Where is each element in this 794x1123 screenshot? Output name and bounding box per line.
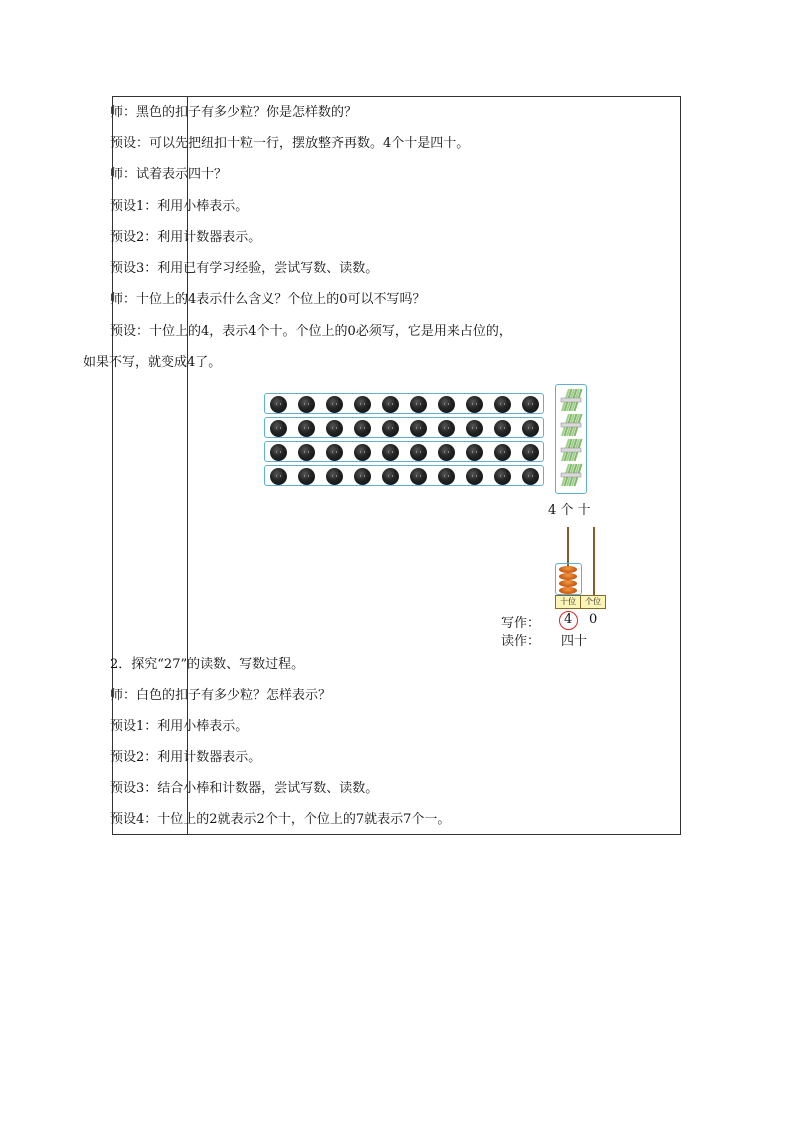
- black-button: [438, 396, 455, 413]
- black-button: [522, 396, 539, 413]
- black-button: [410, 468, 427, 485]
- black-button: [382, 444, 399, 461]
- black-button: [494, 444, 511, 461]
- button-row: [264, 393, 544, 414]
- black-button: [494, 468, 511, 485]
- black-button: [466, 396, 483, 413]
- black-button: [522, 468, 539, 485]
- black-button: [466, 468, 483, 485]
- black-button: [298, 444, 315, 461]
- button-row: [264, 465, 544, 486]
- ones-place-label: 个位: [580, 595, 606, 609]
- black-button: [354, 396, 371, 413]
- black-button: [522, 444, 539, 461]
- text-line: 师：黑色的扣子有多少粒？你是怎样数的？: [110, 105, 358, 120]
- text-line: 预设1：利用小棒表示。: [110, 199, 249, 214]
- tens-place-label: 十位: [555, 595, 581, 609]
- black-button: [410, 396, 427, 413]
- black-button: [270, 420, 287, 437]
- black-button: [298, 420, 315, 437]
- text-line: 预设：十位上的4，表示4个十。个位上的0必须写，它是用来占位的，: [110, 324, 512, 339]
- text-line: 预设3：结合小棒和计数器，尝试写数、读数。: [110, 781, 379, 796]
- black-button: [410, 444, 427, 461]
- black-button: [270, 444, 287, 461]
- read-value: 四十: [561, 634, 588, 649]
- black-button: [270, 468, 287, 485]
- text-line: 师：十位上的4表示什么含义？个位上的0可以不写吗？: [110, 292, 426, 307]
- text-line: 预设4：十位上的2就表示2个十，个位上的7就表示7个一。: [110, 812, 451, 827]
- black-button: [438, 420, 455, 437]
- text-line: 预设2：利用计数器表示。: [110, 750, 262, 765]
- abacus-bead: [559, 587, 577, 594]
- black-button: [354, 420, 371, 437]
- black-button: [466, 444, 483, 461]
- black-button: [382, 396, 399, 413]
- read-label: 读作：: [501, 634, 541, 649]
- text-line: 师：白色的扣子有多少粒？怎样表示？: [110, 688, 332, 703]
- tens-digit: 4: [564, 612, 573, 627]
- black-button: [354, 468, 371, 485]
- text-line: 预设1：利用小棒表示。: [110, 719, 249, 734]
- abacus-bead: [559, 573, 577, 580]
- text-line: 预设3：利用已有学习经验，尝试写数、读数。: [110, 261, 379, 276]
- button-row: [264, 417, 544, 438]
- abacus-rod-ones: [593, 527, 595, 595]
- black-button: [298, 468, 315, 485]
- text-line: 预设2：利用计数器表示。: [110, 230, 262, 245]
- ones-digit: 0: [589, 612, 598, 627]
- black-button: [326, 420, 343, 437]
- black-button: [410, 420, 427, 437]
- abacus-bead: [559, 566, 577, 573]
- black-button: [438, 444, 455, 461]
- stick-bundles-icon: [556, 385, 586, 493]
- bundle-caption: 4 个 十: [548, 503, 591, 518]
- black-button: [270, 396, 287, 413]
- black-button: [466, 420, 483, 437]
- black-button: [494, 420, 511, 437]
- black-button: [326, 468, 343, 485]
- black-button: [298, 396, 315, 413]
- black-button: [494, 396, 511, 413]
- black-button: [438, 468, 455, 485]
- black-button: [354, 444, 371, 461]
- black-button: [382, 468, 399, 485]
- black-button: [326, 396, 343, 413]
- black-button: [522, 420, 539, 437]
- text-line: 如果不写，就变成4了。: [83, 355, 222, 370]
- stick-bundles-box: [555, 384, 587, 494]
- text-line: 师：试着表示四十？: [110, 167, 228, 182]
- abacus-bead: [559, 580, 577, 587]
- black-button: [382, 420, 399, 437]
- button-row: [264, 441, 544, 462]
- text-line: 2．探究“27”的读数、写数过程。: [110, 657, 305, 672]
- black-button: [326, 444, 343, 461]
- write-label: 写作：: [501, 616, 541, 631]
- text-line: 预设：可以先把纽扣十粒一行，摆放整齐再数。4个十是四十。: [110, 136, 470, 151]
